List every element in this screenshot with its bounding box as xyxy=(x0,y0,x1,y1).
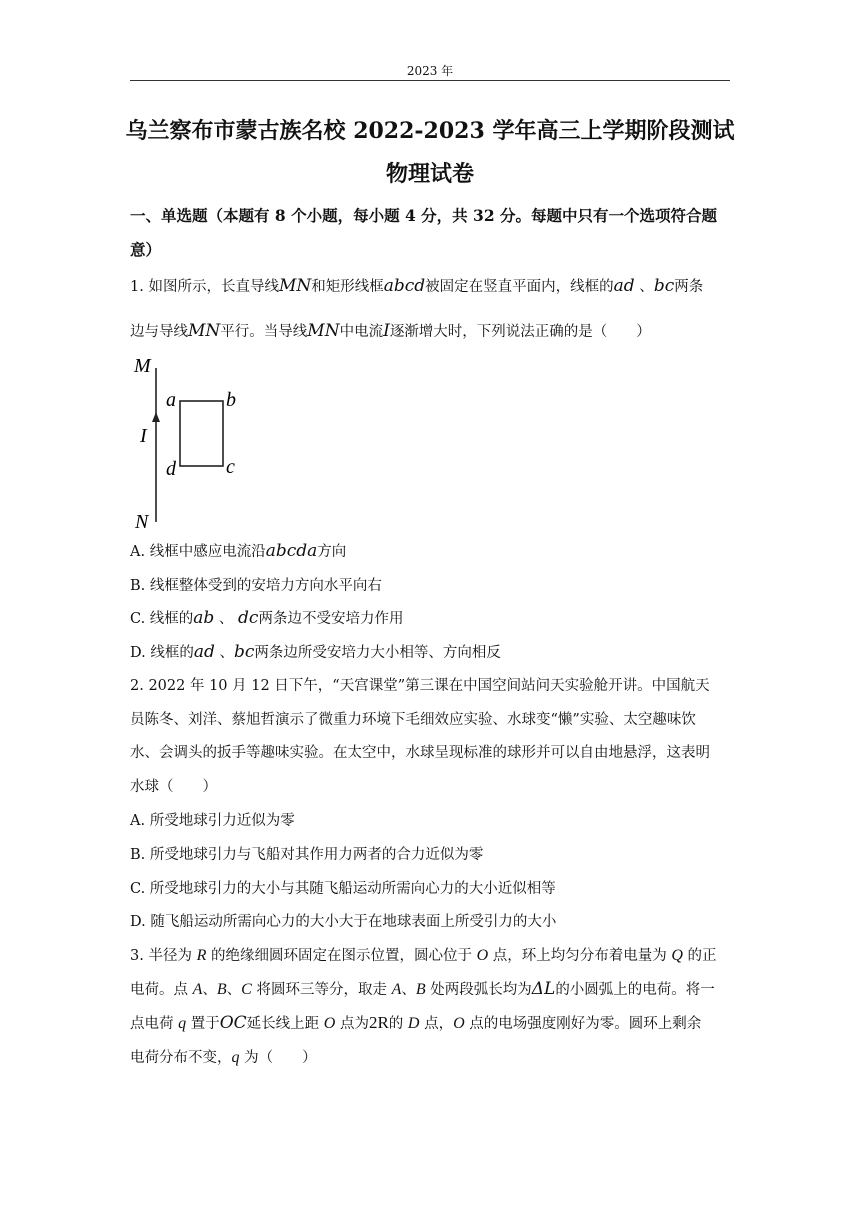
page-header: 2023 年 xyxy=(406,64,454,78)
label-n: N xyxy=(135,511,149,530)
q1-option-b: B. 线框整体受到的安培力方向水平向右 xyxy=(130,578,382,594)
q1-option-d: D. 线框的ad 、bc两条边所受安培力大小相等、方向相反 xyxy=(130,642,501,662)
q1-option-c: C. 线框的ab 、 dc两条边不受安培力作用 xyxy=(130,608,404,628)
q2-stem-line-4: 水球（ ） xyxy=(130,779,217,795)
q1-circuit-figure xyxy=(130,350,250,530)
label-c: c xyxy=(226,456,235,478)
label-i: I xyxy=(140,425,147,447)
q2-stem-line-1: 2. 2022 年 10 月 12 日下午，“天宫课堂”第三课在中国空间站问天实验舱开讲。中国航天 xyxy=(130,678,710,694)
section-heading: 一、单选题（本题有 8 个小题，每小题 4 分，共 32 分。每题中只有一个选项符合题意） xyxy=(130,206,718,259)
header-divider xyxy=(130,80,730,81)
label-a: a xyxy=(166,389,176,411)
q2-option-a: A. 所受地球引力近似为零 xyxy=(130,813,295,829)
q3-stem-line-1: 3. 半径为 R 的绝缘细圆环固定在图示位置，圆心位于 O 点，环上均匀分布着电量为 Q 的正 xyxy=(130,947,717,964)
label-b: b xyxy=(226,389,236,411)
q2-stem-line-2: 员陈冬、刘洋、蔡旭哲演示了微重力环境下毛细效应实验、水球变“懒”实验、太空趣味饮 xyxy=(130,712,696,728)
exam-title: 乌兰察布市蒙古族名校 2022-2023 学年高三上学期阶段测试 xyxy=(125,118,735,144)
q3-stem-line-2: 电荷。点 A、B、C 将圆环三等分，取走 A、B 处两段弧长均为ΔL的小圆弧上的电荷。将一 xyxy=(130,979,715,999)
exam-subtitle: 物理试卷 xyxy=(385,161,474,187)
q3-stem-line-4: 电荷分布不变，q 为（ ） xyxy=(130,1049,317,1066)
q1-stem-line-1: 1. 如图所示，长直导线MN和矩形线框abcd被固定在竖直平面内，线框的ad 、bc两条 xyxy=(130,276,704,296)
label-m: M xyxy=(134,355,151,377)
q2-option-d: D. 随飞船运动所需向心力的大小大于在地球表面上所受引力的大小 xyxy=(130,914,557,930)
q2-stem-line-3: 水、会调头的扳手等趣味实验。在太空中，水球呈现标准的球形并可以自由地悬浮，这表明 xyxy=(130,745,710,761)
q2-option-b: B. 所受地球引力与飞船对其作用力两者的合力近似为零 xyxy=(130,847,484,863)
label-d: d xyxy=(166,458,176,480)
q3-stem-line-3: 点电荷 q 置于OC延长线上距 O 点为2R的 D 点，O 点的电场强度刚好为零。圆环上剩余 xyxy=(130,1013,702,1033)
current-arrow-icon xyxy=(152,412,160,422)
rect-loop-abcd xyxy=(180,401,223,466)
q2-option-c: C. 所受地球引力的大小与其随飞船运动所需向心力的大小近似相等 xyxy=(130,881,556,897)
q1-stem-line-2: 边与导线MN平行。当导线MN中电流I逐渐增大时，下列说法正确的是（ ） xyxy=(130,321,651,341)
q1-option-a: A. 线框中感应电流沿abcda方向 xyxy=(130,541,347,561)
